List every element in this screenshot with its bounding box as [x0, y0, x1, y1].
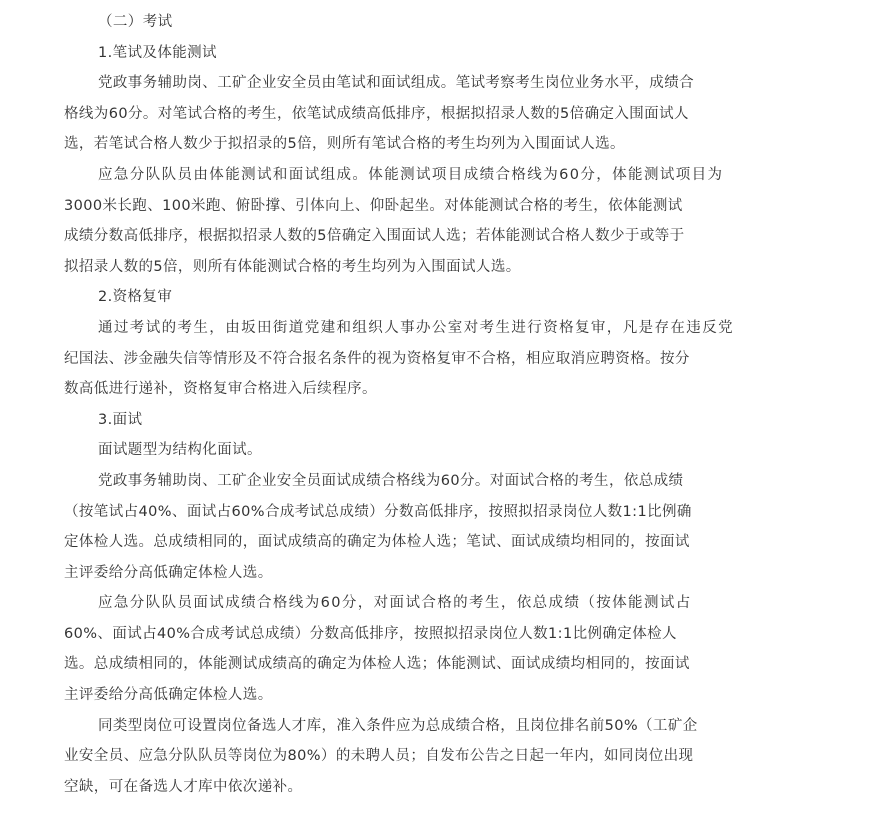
paragraph-line: （按笔试占40%、面试占60%合成考试总成绩）分数高低排序，按照拟招录岗位人数1:1比例确: [64, 503, 692, 520]
paragraph-line: 数高低进行递补，资格复审合格进入后续程序。: [64, 381, 377, 398]
section-heading: （二）考试: [98, 14, 173, 30]
paragraph-line: 定体检人选。总成绩相同的，面试成绩高的确定为体检人选；笔试、面试成绩均相同的，按面试: [64, 534, 690, 551]
paragraph-line: 同类型岗位可设置岗位备选人才库，准入条件应为总成绩合格，且岗位排名前50%（工矿企: [98, 717, 698, 734]
paragraph-line: 应急分队队员面试成绩合格线为60分，对面试合格的考生，依总成绩（按体能测试占: [98, 595, 692, 612]
paragraph-line: 面试题型为结构化面试。: [98, 442, 262, 459]
paragraph-line: 选。总成绩相同的，体能测试成绩高的确定为体检人选；体能测试、面试成绩均相同的，按面试: [64, 656, 690, 673]
paragraph-line: 主评委给分高低确定体检人选。: [64, 564, 273, 581]
paragraph-line: 成绩分数高低排序，根据拟招录人数的5倍确定入围面试人选；若体能测试合格人数少于或等于: [64, 228, 685, 245]
subsection-heading-written-and-fitness-test: 1.笔试及体能测试: [98, 44, 217, 61]
paragraph-line: 空缺，可在备选人才库中依次递补。: [64, 778, 303, 795]
paragraph-line: 业安全员、应急分队队员等岗位为80%）的未聘人员；自发布公告之日起一年内，如同岗位出现: [64, 748, 694, 765]
subsection-heading-qualification-review: 2.资格复审: [98, 289, 173, 306]
subsection-heading-interview: 3.面试: [98, 411, 143, 428]
paragraph-line: 党政事务辅助岗、工矿企业安全员由笔试和面试组成。笔试考察考生岗位业务水平，成绩合: [98, 75, 694, 92]
paragraph-line: 拟招录人数的5倍，则所有体能测试合格的考生均列为入围面试人选。: [64, 258, 521, 275]
paragraph-line: 3000米长跑、100米跑、俯卧撑、引体向上、仰卧起坐。对体能测试合格的考生，依体能测试: [64, 197, 683, 214]
paragraph-line: 格线为60分。对笔试合格的考生，依笔试成绩高低排序，根据拟招录人数的5倍确定入围面试人: [64, 105, 689, 122]
paragraph-line: 应急分队队员由体能测试和面试组成。体能测试项目成绩合格线为60分，体能测试项目为: [98, 166, 724, 183]
paragraph-line: 党政事务辅助岗、工矿企业安全员面试成绩合格线为60分。对面试合格的考生，依总成绩: [98, 472, 684, 489]
paragraph-line: 主评委给分高低确定体检人选。: [64, 687, 273, 704]
paragraph-line: 选，若笔试合格人数少于拟招录的5倍，则所有笔试合格的考生均列为入围面试人选。: [64, 136, 625, 153]
paragraph-line: 通过考试的考生，由坂田街道党建和组织人事办公室对考生进行资格复审，凡是存在违反党: [98, 319, 734, 336]
paragraph-line: 60%、面试占40%合成考试总成绩）分数高低排序，按照拟招录岗位人数1:1比例确定体检人: [64, 625, 677, 642]
paragraph-line: 纪国法、涉金融失信等情形及不符合报名条件的视为资格复审不合格，相应取消应聘资格。按分: [64, 350, 690, 367]
